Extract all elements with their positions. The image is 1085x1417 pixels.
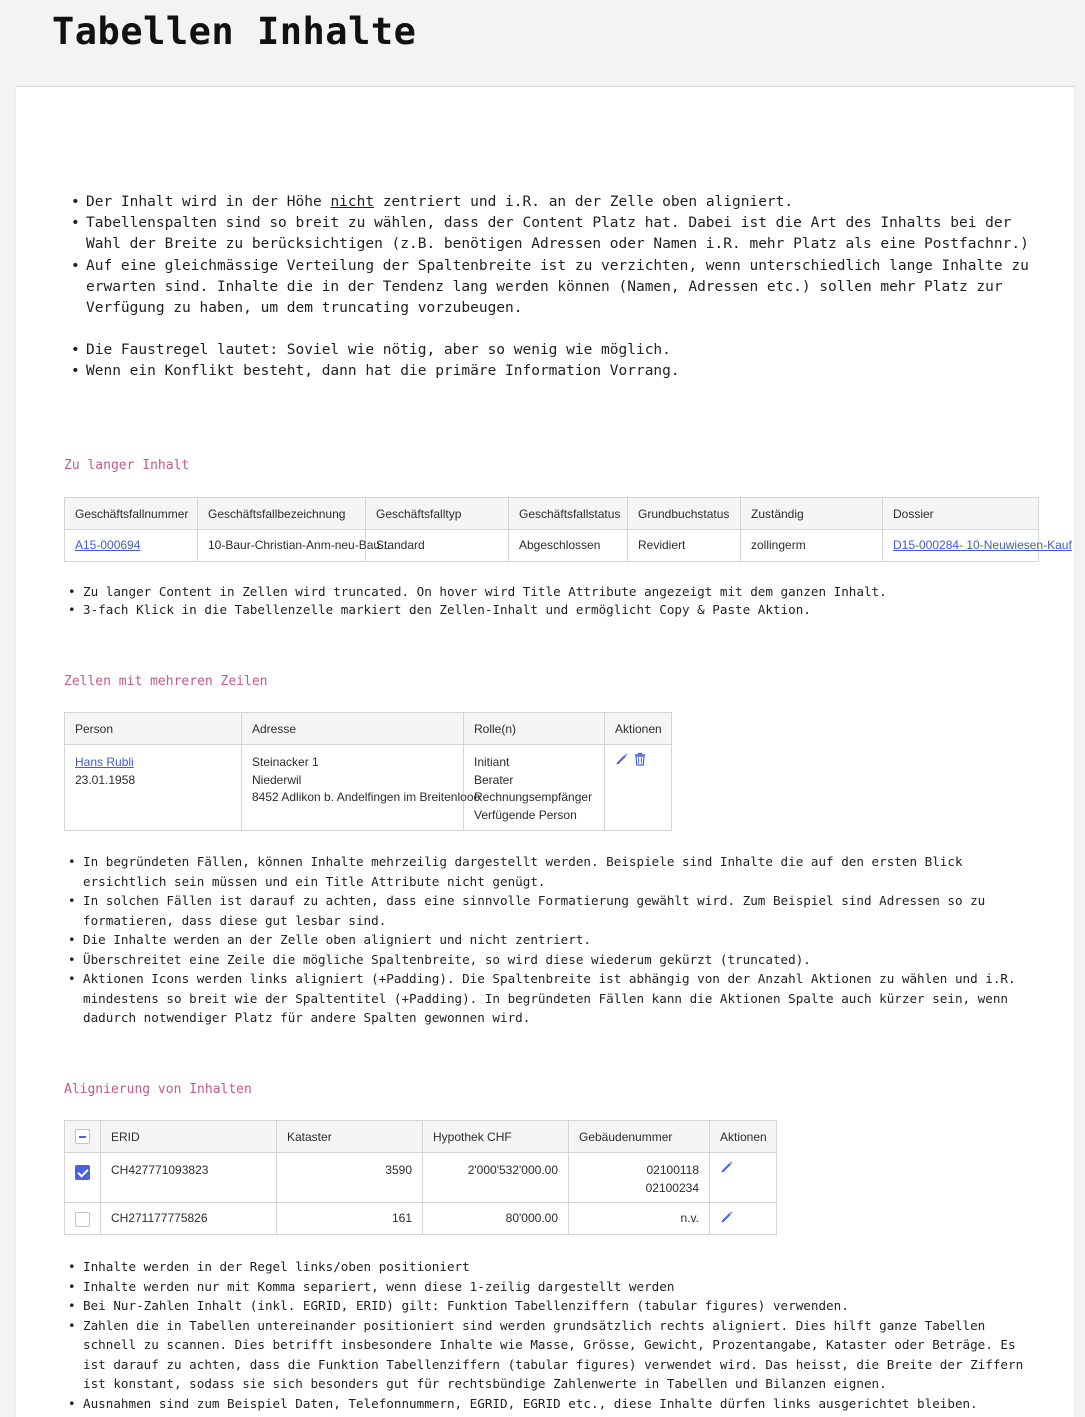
address-line: Niederwil [252,772,302,787]
page-title: Tabellen Inhalte [52,10,417,53]
pencil-icon[interactable] [615,752,629,772]
list-item: • Auf eine gleichmässige Verteilung der Spaltenbreite ist zu verzichten, wenn unterschiedlich lange Inhalte zu erwarten sind. Inhalte die in der Tendenz lang werden können (Namen, Adressen etc.) sollen mehr Platz zur Verfügung zu haben, um dem truncating vorzubeugen. [65,256,1035,320]
building-number: n.v. [569,1203,710,1235]
table-cell: Revidiert [628,530,741,562]
list-item: • Bei Nur-Zahlen Inhalt (inkl. EGRID, ERID) gilt: Funktion Tabellenziffern (tabular figures) verwenden. [62,1296,1037,1316]
list-item: • Zahlen die in Tabellen untereinander positioniert sind werden grundsätzlich rechts aligniert. Dies hilft ganze Tabellen schnell zu scannen. Dies betrifft insbesondere Inhalte wie Masse, Grösse, Gewicht, Prozentangabe, Kataster oder Beträge. Es ist darauf zu achten, dass die Funktion Tabellenziffern (tabular figures) verwendet wird. Das heisst, die Breite der Ziffern ist konstant, sodass sie sich besonders gut für rechtsbündige Zahlenwerte in Tabellen und Bilanzen eignen. [62,1316,1037,1394]
section-title-multiline: Zellen mit mehreren Zeilen [64,674,268,689]
role-item: Verfügende Person [474,807,577,822]
pencil-icon[interactable] [720,1160,734,1180]
pencil-icon[interactable] [720,1210,734,1230]
table-row[interactable] [65,1153,777,1203]
role-item: Berater [474,772,514,787]
column-header[interactable]: ERID [101,1121,277,1153]
table-cell: Standard [366,530,509,562]
table-multiline [64,712,672,831]
case-number-link[interactable]: A15-000694 [75,538,141,552]
list-item: • Aktionen Icons werden links aligniert (+Padding). Die Spaltenbreite ist abhängig von der Anzahl Aktionen zu wählen und i.R. mindestens so breit wie der Spaltentitel (+Padding). In begründeten Fällen kann die Aktionen Spalte auch kürzer sein, wenn dadurch notwendiger Platz für andere Spalten gewonnen wird. [62,969,1037,1028]
column-header[interactable]: Gebäudenummer [569,1121,710,1153]
table-cell: zollingerm [741,530,883,562]
table-alignment [64,1120,777,1235]
emphasis-text: nicht [330,194,375,210]
list-item: • In begründeten Fällen, können Inhalte mehrzeilig dargestellt werden. Beispiele sind Inhalte die auf den ersten Blick ersichtlich sein müssen und ein Title Attribute nicht genügt. [62,852,1037,891]
address-line: Steinacker 1 [252,755,319,769]
column-header[interactable]: Aktionen [710,1121,777,1153]
column-header[interactable]: Hypothek CHF [423,1121,569,1153]
building-number: 02100234 [645,1180,699,1195]
list-item: • Ausnahmen sind zum Beispiel Daten, Telefonnummern, EGRID, EGRID etc., diese Inhalte dürfen links ausgerichtet bleiben. [62,1394,1037,1414]
column-header[interactable]: Geschäftsfallstatus [509,498,628,530]
table-cell: CH427771093823 [101,1153,277,1203]
trash-icon[interactable] [634,752,646,772]
table-cell: 161 [277,1203,423,1235]
table-row[interactable] [65,745,672,831]
row-checkbox[interactable] [75,1165,90,1180]
role-item: Rechnungsempfänger [474,790,593,804]
column-header[interactable]: Person [65,713,242,745]
notes-list [62,583,1037,619]
table-header-row [65,1121,777,1153]
table-long-content [64,497,1072,562]
list-item: • Inhalte werden nur mit Komma separiert, wenn diese 1-zeilig dargestellt werden [62,1277,1037,1297]
building-number: 02100118 [646,1163,699,1177]
table-row[interactable] [65,1203,777,1235]
section-title-long-content: Zu langer Inhalt [64,458,190,473]
column-header[interactable]: Adresse [242,713,464,745]
column-header[interactable]: Geschäftsfallbezeichnung [198,498,366,530]
column-header[interactable]: Geschäftsfallnummer [65,498,198,530]
column-header[interactable]: Dossier [883,498,1039,530]
intro-list [65,192,1035,383]
column-header[interactable]: Grundbuchstatus [628,498,741,530]
table-cell: 80'000.00 [423,1203,569,1235]
person-link[interactable]: Hans Rubli [75,755,134,769]
table-cell: CH271177775826 [101,1203,277,1235]
list-item: • Tabellenspalten sind so breit zu wählen, dass der Content Platz hat. Dabei ist die Art des Inhalts bei der Wahl der Breite zu berücksichtigen (z.B. benötigen Adressen oder Namen i.R. mehr Platz als eine Postfachnr.) [65,213,1035,255]
column-header[interactable]: Aktionen [605,713,672,745]
table-cell: 2'000'532'000.00 [423,1153,569,1203]
notes-list [62,1257,1037,1413]
column-header[interactable]: Geschäftsfalltyp [366,498,509,530]
list-item: • Inhalte werden in der Regel links/oben positioniert [62,1257,1037,1277]
address-line: 8452 Adlikon b. Andelfingen im Breitenlooo [252,790,481,804]
table-cell: 3590 [277,1153,423,1203]
role-item: Initiant [474,755,510,769]
notes-list [62,852,1037,1028]
column-header[interactable]: Zuständig [741,498,883,530]
list-item: • In solchen Fällen ist darauf zu achten, dass eine sinnvolle Formatierung gewählt wird. Zum Beispiel sind Adressen so zu formatieren, dass diese gut lesbar sind. [62,891,1037,930]
section-title-alignment: Alignierung von Inhalten [64,1082,252,1097]
table-row[interactable] [65,530,1039,562]
list-item: • Zu langer Content in Zellen wird truncated. On hover wird Title Attribute angezeigt mit dem ganzen Inhalt. [62,583,1037,601]
birth-date: 23.01.1958 [75,772,136,787]
select-all-checkbox[interactable] [75,1129,90,1144]
table-cell: Abgeschlossen [509,530,628,562]
list-item: • Die Inhalte werden an der Zelle oben aligniert und nicht zentriert. [62,930,1037,950]
list-item: • 3-fach Klick in die Tabellenzelle markiert den Zellen-Inhalt und ermöglicht Copy & Paste Aktion. [62,601,1037,619]
list-item: • Wenn ein Konflikt besteht, dann hat die primäre Information Vorrang. [65,361,1035,382]
column-header[interactable]: Rolle(n) [464,713,605,745]
row-checkbox[interactable] [75,1212,90,1227]
table-header-row [65,713,672,745]
dossier-link[interactable]: D15-000284- 10-Neuwiesen-Kauf [893,538,1072,552]
table-cell: 10-Baur-Christian-Anm-neu-Bau... [198,530,366,562]
column-header[interactable]: Kataster [277,1121,423,1153]
list-item: • Überschreitet eine Zeile die mögliche Spaltenbreite, so wird diese wiederum gekürzt (truncated). [62,950,1037,970]
table-header-row [65,498,1039,530]
list-item: • Der Inhalt wird in der Höhe nicht zentriert und i.R. an der Zelle oben aligniert. [65,192,1035,213]
list-item: • Die Faustregel lautet: Soviel wie nötig, aber so wenig wie möglich. [65,340,1035,361]
